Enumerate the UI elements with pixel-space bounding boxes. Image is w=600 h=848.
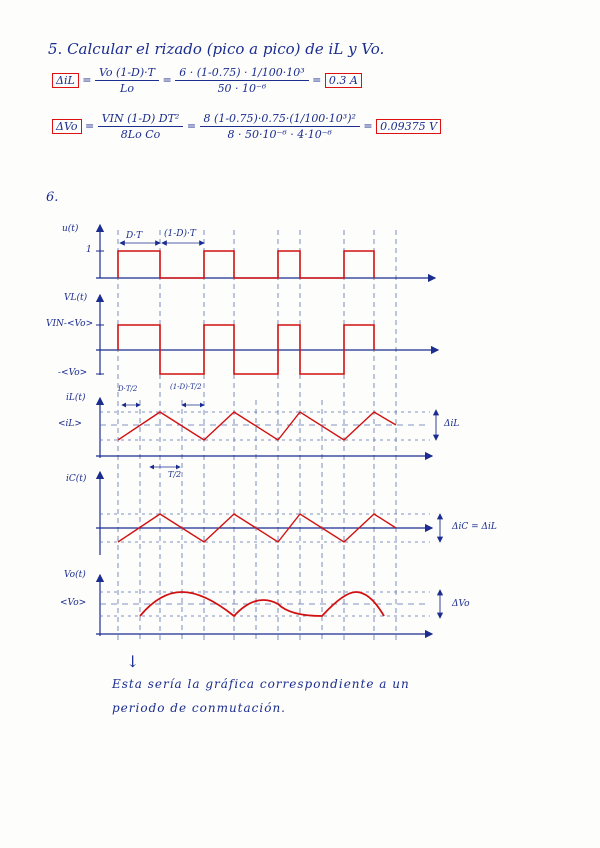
delta-il-equation: ΔiL = $\frac{Vo (1-D)\cdot T}{Lo}$ = $\frac{\text{6 · (1-0.75) · 1/100·10³}}{\text{50 · 10⁻⁶}}$ = 0.3 A <box>52 66 362 95</box>
ic-plot <box>96 472 440 555</box>
down-arrow-icon: ↓ <box>126 652 140 671</box>
conclusion-line-1: Esta sería la gráfica correspondiente a un <box>112 677 410 691</box>
vo-axis-label: Vo(t) <box>64 570 86 580</box>
il-plot <box>96 398 436 467</box>
ic-ripple-label: ΔiC = ΔiL <box>452 522 497 532</box>
delta-il-subst-num: 6 · (1-0.75) · 1/100·10³ <box>175 66 308 81</box>
il-ripple-label: ΔiL <box>444 419 460 429</box>
il-1dt2-label: (1-D)·T/2 <box>170 383 202 391</box>
delta-il-result: 0.3 A <box>325 73 362 88</box>
vo-ripple-label: ΔVo <box>452 599 470 609</box>
u-axis-label: u(t) <box>62 224 79 234</box>
question-5-title: 5. Calcular el rizado (pico a pico) de iL y Vo. <box>48 40 385 58</box>
delta-il-formula-den: Lo <box>120 82 134 95</box>
delta-vo-equation: ΔVo = $\frac{\text{VIN (1-D) DT²}}{\text{8Lo Co}}$ = $\frac{\text{8 (1-0.75)·0.75·(1/100·10³)²}}{\text{8 · 50·10⁻⁶ · 4·10⁻⁶}}$ = 0.09375 V <box>52 112 441 141</box>
delta-il-formula-num: Vo (1-D)·T <box>95 66 159 81</box>
vl-axis-label: VL(t) <box>64 293 88 303</box>
delta-il-subst-den: 50 · 10⁻⁶ <box>217 82 267 95</box>
one-minus-dt-label: (1-D)·T <box>164 229 196 239</box>
il-avg-label: <iL> <box>58 419 82 429</box>
delta-vo-subst-den: 8 · 50·10⁻⁶ · 4·10⁻⁶ <box>227 128 332 141</box>
delta-vo-formula-den: 8Lo Co <box>120 128 161 141</box>
vo-avg-label: <Vo> <box>60 598 87 608</box>
delta-vo-result: 0.09375 V <box>376 119 441 134</box>
il-axis-label: iL(t) <box>66 393 86 403</box>
vl-plot <box>96 295 438 375</box>
delta-vo-formula-num: VIN (1-D) DT² <box>98 112 184 127</box>
vl-low-label: -<Vo> <box>58 368 88 378</box>
il-dt2-label: D·T/2 <box>118 385 138 393</box>
t2-label: T/2 <box>168 470 182 479</box>
vo-plot <box>96 575 440 636</box>
ic-axis-label: iC(t) <box>66 474 87 484</box>
delta-vo-lhs: ΔVo <box>52 119 82 134</box>
delta-il-lhs: ΔiL <box>52 73 79 88</box>
u-plot <box>96 225 435 278</box>
dt-label: D·T <box>126 231 143 241</box>
delta-vo-subst-num: 8 (1-0.75)·0.75·(1/100·10³)² <box>200 112 360 127</box>
time-markers <box>118 230 396 640</box>
conclusion-line-2: periodo de conmutación. <box>112 701 286 715</box>
question-6-number: 6. <box>46 190 59 205</box>
u-level-label: 1 <box>86 245 92 255</box>
vl-high-label: VIN-<Vo> <box>46 319 94 329</box>
